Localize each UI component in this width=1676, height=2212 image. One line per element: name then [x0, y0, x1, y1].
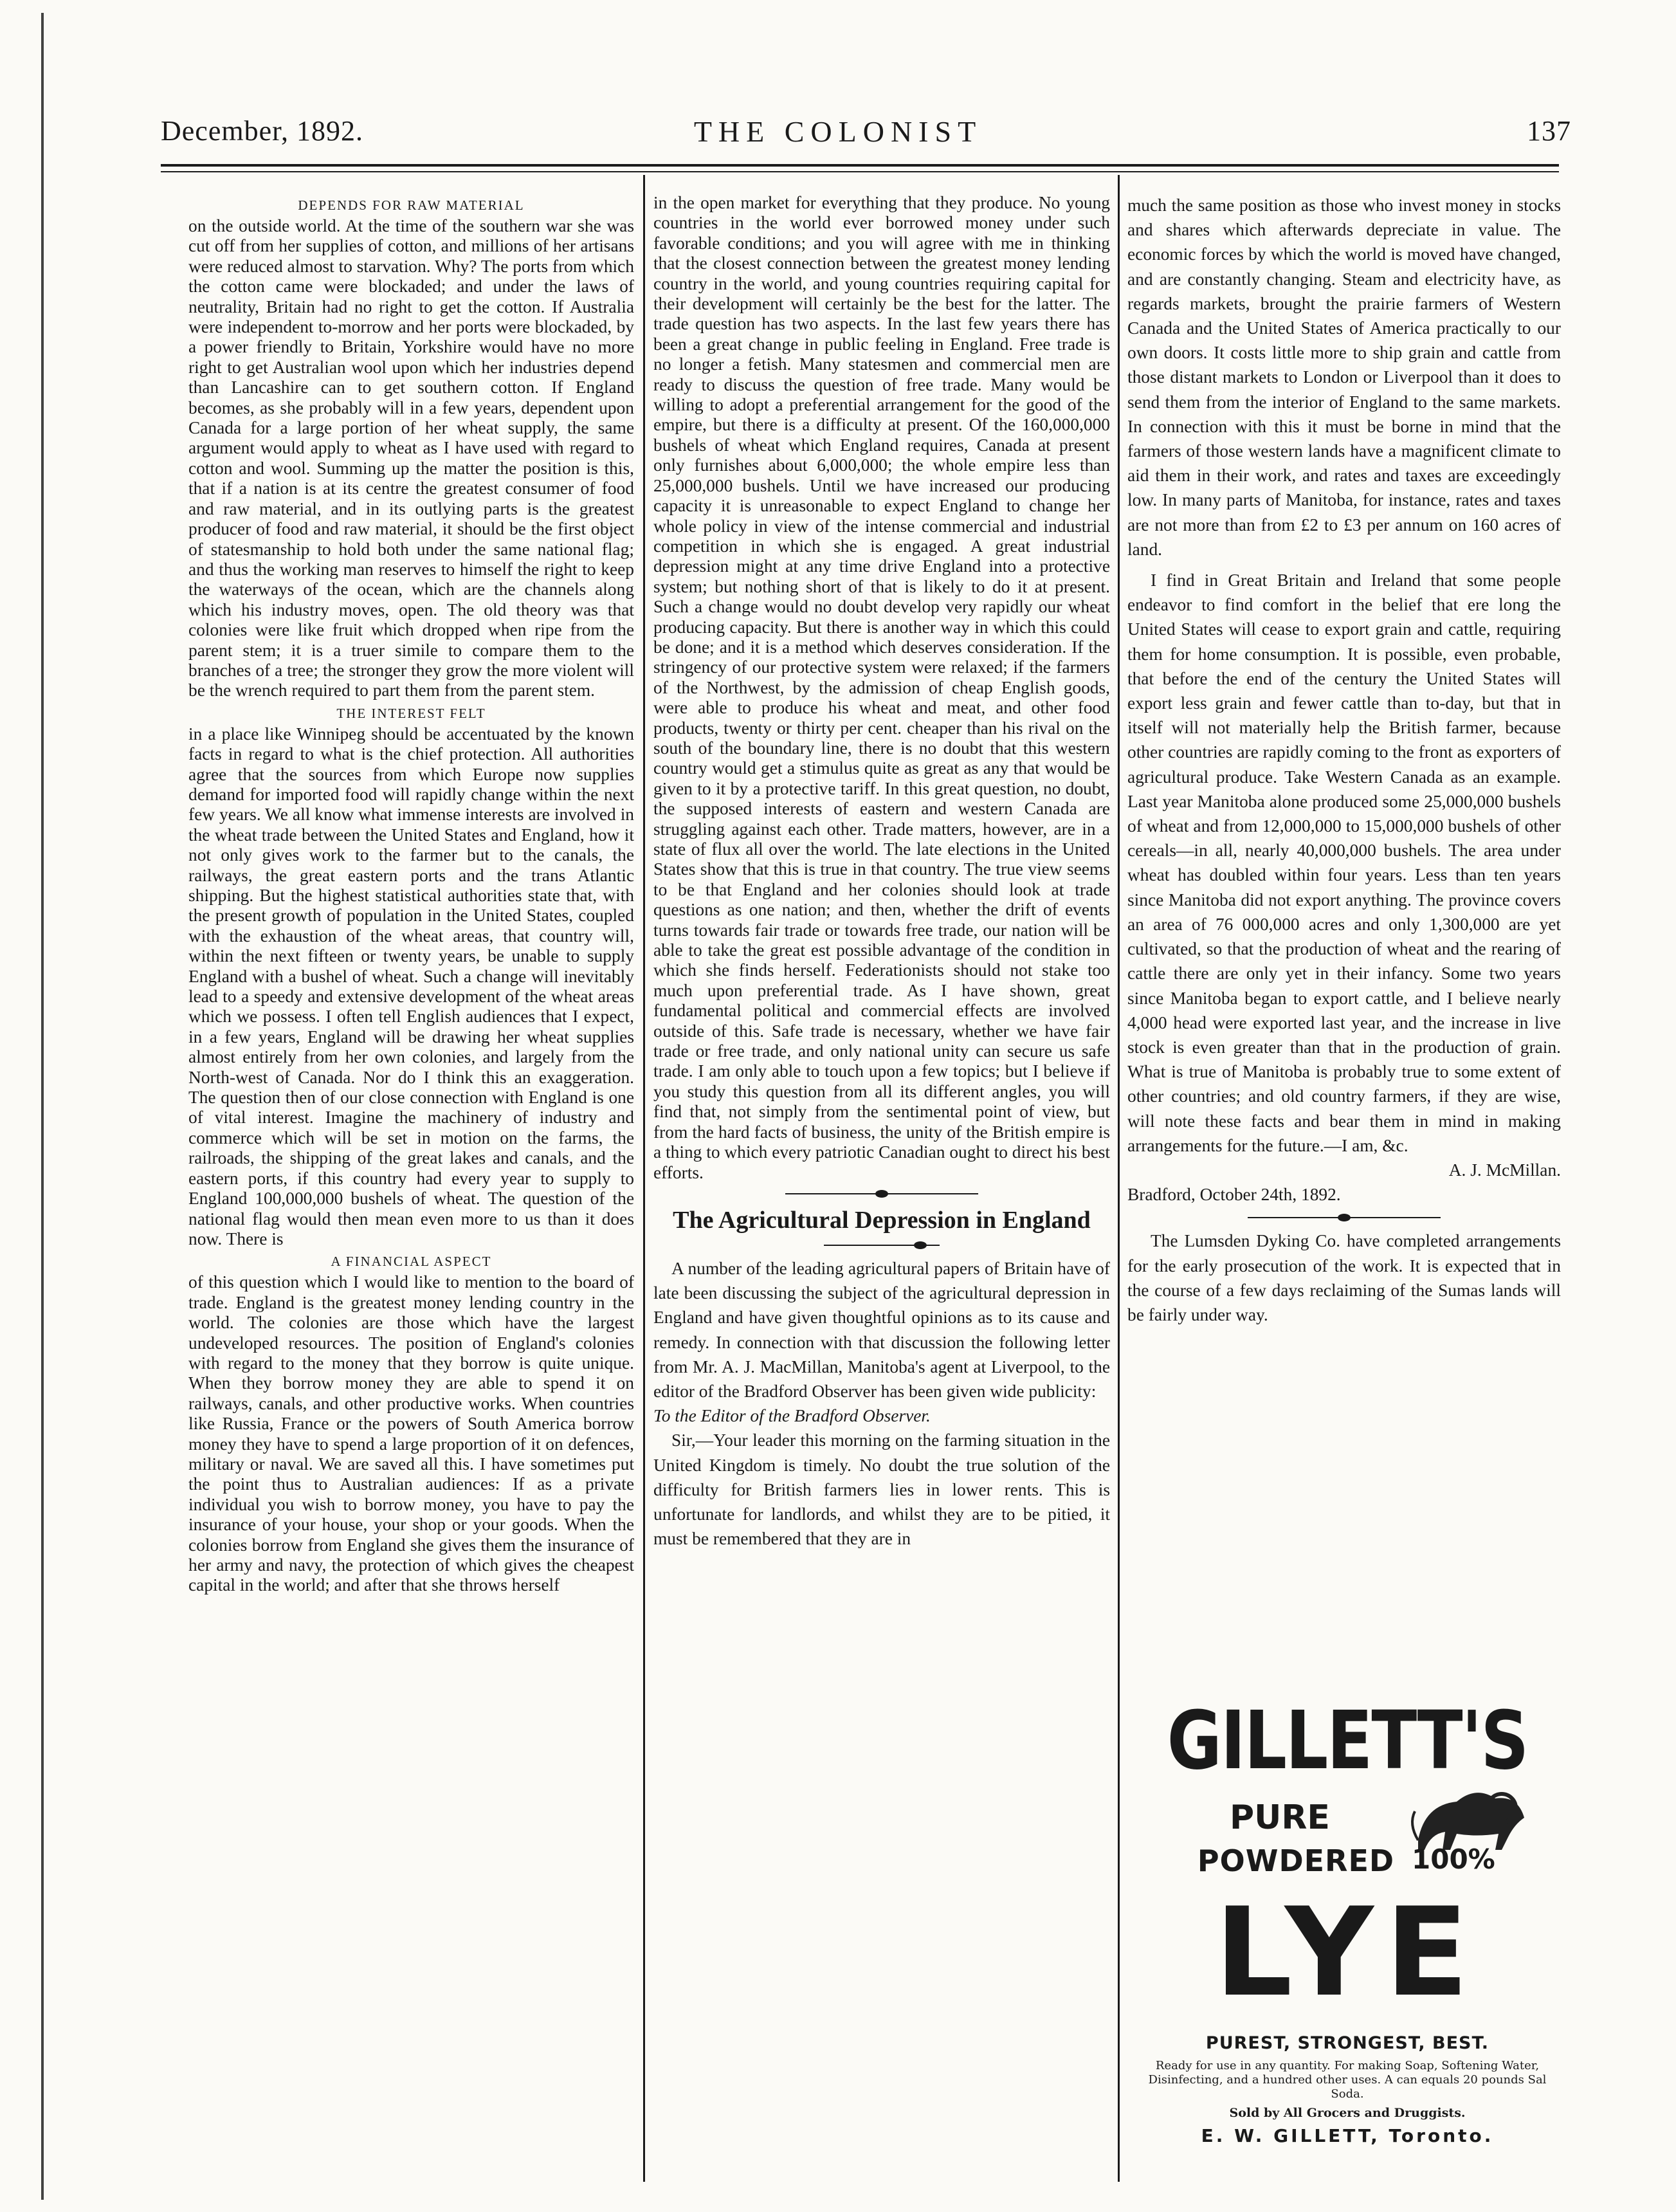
lumsden-note: The Lumsden Dyking Co. have completed arrangements for the early prosecution of the work. It is expected that in the course of a few days reclaiming of the Sumas lands will be fairly under way. [1127, 1231, 1561, 1324]
subhead-raw-material: DEPENDS FOR RAW MATERIAL [298, 197, 525, 213]
column-separator-2 [1118, 175, 1120, 2182]
ad-product-name: LYE [1214, 1881, 1480, 2024]
subhead-financial-aspect: A FINANCIAL ASPECT [331, 1254, 492, 1270]
ad-small-print: Ready for use in any quantity. For making Soap, Softening Water, Disinfecting, and a hundred other uses. A can equals 20 pounds Sal Soda. [1148, 2059, 1547, 2101]
col3-paragraph-2: I find in Great Britain and Ireland that some people endeavor to find comfort in the belief that ere long the United States will cease to export grain and cattle, requiring them for home consumption. It is possible, even probable, that before the end of the century the United States will export less grain and fewer cattle than to-day, but that in itself will not materially help the British farmer, because other countries are rapidly coming to the front as exporters of agricultural produce. Take Western Canada as an example. Last year Manitoba alone produced some 25,000,000 bushels of wheat and from 12,000,000 to 15,000,000 bushels of other cereals—in all, nearly 40,000,000 bushels. The area under wheat has doubled within four years. Less than ten years since Manitoba did not export anything. The province covers an area of 76 000,000 acres and only 1,300,000 are yet cultivated, so that the production of wheat and the rearing of cattle there are only yet in their infancy. Some two years since Manitoba began to export cattle, and I believe nearly 4,000 head were exported last year, and the increase in live stock is even greater than that in the production of grain. What is true of Manitoba is probably true to some extent of other countries; and old country farmers, if they are wise, will note these facts and bear them in mind in making arrangements for the future.—I am, &c. [1127, 571, 1561, 1155]
ad-pure: PURE [1230, 1798, 1330, 1837]
col2-paragraph-1: in the open market for everything that they produce. No young countries in the world ever borrowed money under such favorable conditions; and you will agree with me in thinking that the closest connection between the greatest money lending country in the world, and young countries requiring capital for their development will certainly be the best for the latter. The trade question has two aspects. In the last few years there has been a great change in public feeling in England. Free trade is no longer a fetish. Many statesmen and commercial men are ready to discuss the question of free trade. Many would be willing to adopt a preferential arrangement for the good of the empire, but there is a difficulty at present. Of the 160,000,000 bushels of wheat which England requires, Canada at present only furnishes about 6,000,000; the whole empire less than 25,000,000 bushels. Until we have increased our producing capacity it is unreasonable to expect England to change her whole policy in view of the intense commercial and industrial competition in which she is engaged. A great industrial depression might at any time drive England into a protective system; but nothing short of that is likely to do it at present. Such a change would no doubt develop very rapidly our wheat producing capacity. But there is another way in which this could be done; and it is a method which deserves consideration. If the stringency of our protective system were relaxed; if the farmers of the Northwest, by the admission of cheap English goods, were able to produce his wheat and meat, and other food products, twenty or thirty per cent. cheaper than his rival on the south of the boundary line, there is no doubt that this western country would get a stimulus quite as great as any that would be given to it by a protective tariff. In this great question, no doubt, the supposed interests of eastern and western Canada are struggling against each other. Trade matters, however, are in a state of flux all over the world. The late elections in the United States show that this is true in that country. The true view seems to be that England and her colonies should look at trade questions as one nation; and then, whether the drift of events turns towards fair trade or towards free trade, our nation will be able to take the great est possible advantage of the condition in which she finds herself. Federationists should not stake too much upon preferential trade. As I have shown, great fundamental political and commercial effects are involved outside of this. Safe trade is necessary, whether we have fair trade or free trade, and only national unity can secure us safe trade. I am only able to touch upon a few topics; but I believe if you study this question from all its different angles, you will find that, not simply from the sentimental point of view, but from the hard facts of business, the unity of the British empire is a thing to which every patriotic Canadian ought to direct his best efforts. [653, 193, 1110, 1182]
col3-paragraph-1: much the same position as those who invest money in stocks and shares which afterwards depreciate in value. The economic forces by which the world is moved have changed, and are constantly changing. Steam and electricity have, as regards markets, brought the prairie farmers of Western Canada and the United States of America practically to our own doors. It costs little more to ship grain and cattle from those distant markets to London or Liverpool than it does to send them from the interior of England to the same markets. In connection with this it must be borne in mind that the farmers of those western lands have a magnificent climate to aid them in their work, and rates and taxes are exceedingly low. In many parts of Manitoba, for instance, rates and taxes are not more than from £2 to £3 per annum on 160 acres of land. [1127, 196, 1561, 559]
issue-date: December, 1892. [161, 115, 364, 147]
subhead-interest-felt: THE INTEREST FELT [336, 705, 486, 721]
ad-brand: GILLETT'S [1167, 1693, 1528, 1788]
page-number: 137 [1527, 115, 1571, 147]
note-divider [1248, 1217, 1441, 1218]
column-separator-1 [643, 175, 645, 2182]
col1-paragraph-3: of this question which I would like to mention to the board of trade. England is the greatest money lending country in the world. The colonies are those which have the largest undeveloped resources. The position of England's colonies with regard to the money that they borrow is quite unique. When they borrow money they are able to spend it on railways, canals, and other productive works. When countries like Russia, France or the powers of South America borrow money they have to spend a large proportion of it on defences, military or naval. We are saved all this. I have sometimes put the point thus to Australian audiences: If as a private individual you wish to borrow money, you have to pay the insurance of your house, your shop or your goods. When the colonies borrow from England she gives them the insurance of her army and navy, the protection of which gives the cheapest capital in the world; and after that she throws herself [188, 1272, 634, 1595]
col2-paragraph-3: Sir,—Your leader this morning on the farming situation in the United Kingdom is timely. No doubt the true solution of the difficulty for British farmers lies in lower rents. This is unfortunate for landlords, and whilst they are to be pitied, it must be remembered that they are in [653, 1430, 1110, 1549]
col1-paragraph-1: on the outside world. At the time of the southern war she was cut off from her supplies of cotton, and millions of her artisans were reduced almost to starvation. Why? The ports from which the cotton came were blockaded; and under the laws of neutrality, Britain had no right to get the cotton. If Australia were independent to-morrow and her ports were blockaded, by a power friendly to Britain, Yorkshire would have no more right to get Australian wool upon which her industries depend than Lancashire can to get southern cotton. If England becomes, as she probably will in a few years, dependent upon Canada for a large portion of her wheat supply, the same argument would apply to wheat as I have used with regard to cotton and wool. Summing up the matter the position is this, that if a nation is at its centre the greatest consumer of food and raw material, and in its outlying parts is the greatest producer of food and raw material, it should be the first object of statesmanship to hold both under the same national flag; and thus the working man reserves to himself the right to keep the waterways of the ocean, which are the channels along which his industry moves, open. The old theory was that colonies were like fruit which dropped when ripe from the parent stem; it is a truer simile to compare them to the branches of a tree; the stronger they grow the more violent will be the wrench required to part them from the parent stem. [188, 216, 634, 700]
publication-title: THE COLONIST [693, 115, 983, 148]
header-rule-thin [161, 171, 1559, 172]
article-title: The Agricultural Depression in England [673, 1206, 1091, 1234]
column-1 [188, 193, 634, 2155]
ad-powdered: POWDERED [1197, 1843, 1395, 1878]
header-rule [161, 164, 1559, 167]
column-3 [1127, 193, 1561, 1698]
title-rule [824, 1245, 940, 1246]
letter-salutation: To the Editor of the Bradford Observer. [653, 1406, 931, 1426]
ad-sold-by: Sold by All Grocers and Druggists. [1229, 2106, 1466, 2120]
column-2 [653, 193, 1110, 2155]
letter-dateline: Bradford, October 24th, 1892. [1127, 1185, 1341, 1205]
page-binding-edge [41, 13, 44, 2200]
letter-signature: A. J. McMillan. [1448, 1160, 1561, 1180]
ad-maker: E. W. GILLETT, Toronto. [1201, 2125, 1494, 2146]
col1-paragraph-2: in a place like Winnipeg should be accentuated by the known facts in regard to what is the chief protection. All authorities agree that the sources from which Europe now supplies demand for imported food will rapidly change within the next few years. We all know what immense interests are involved in the wheat trade between the United States and England, how it not only gives work to the farmer but to the canals, the railways, the great eastern ports and the trans Atlantic shipping. But the highest statistical authorities state that, with the present growth of population in the United States, coupled with the exhaustion of the wheat areas, that country will, within the next fifteen or twenty years, be unable to supply England with a bushel of wheat. Such a change will inevitably lead to a speedy and extensive development of the wheat areas which we possess. I often tell English audiences that I expect, in a few years, England will be drawing her wheat supplies almost entirely from her own colonies, and largely from the North-west of Canada. Nor do I think this an exaggeration. The question then of our close connection with England is one of vital interest. Imagine the machinery of industry and commerce which will be set in motion on the farms, the railroads, the shipping of the great lakes and canals, and the eastern ports, if this country had every year to supply to England 100,000,000 bushels of wheat. The question of the national flag would then mean even more to us than it does now. There is [188, 724, 634, 1248]
article-divider [785, 1193, 978, 1194]
gilletts-lye-advertisement [1135, 1693, 1560, 2152]
col2-paragraph-2: A number of the leading agricultural papers of Britain have of late been discussing the subject of the agricultural depression in England and have given thoughtful opinions as to its cause and remedy. In connection with that discussion the following letter from Mr. A. J. MacMillan, Manitoba's agent at Liverpool, to the editor of the Bradford Observer has been given wide publicity: [653, 1258, 1110, 1401]
ad-percent: 100% [1412, 1843, 1495, 1875]
ad-tagline: PUREST, STRONGEST, BEST. [1205, 2033, 1489, 2053]
